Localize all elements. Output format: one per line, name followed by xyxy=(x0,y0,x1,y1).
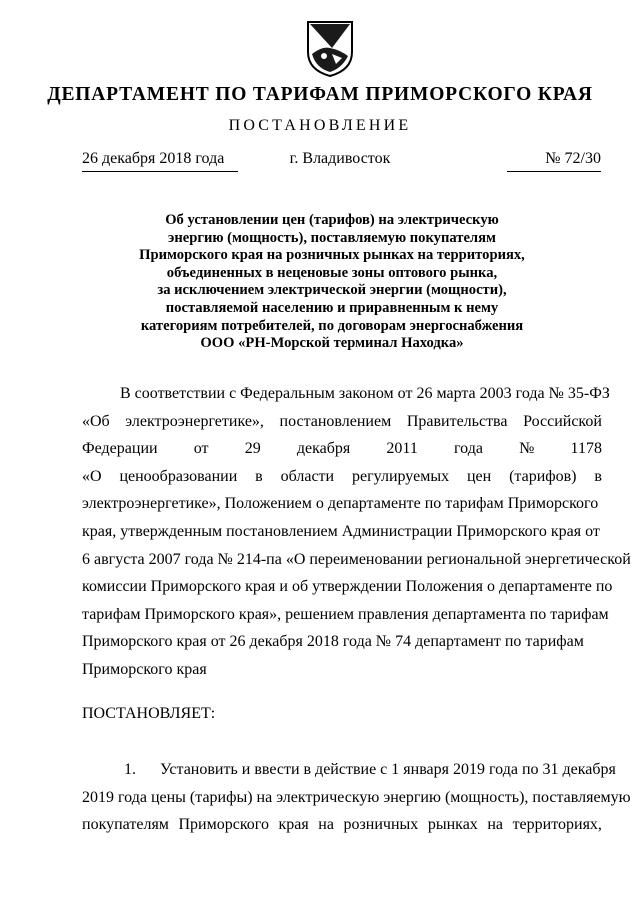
word: постановлением xyxy=(279,412,392,430)
preamble-line xyxy=(82,435,602,463)
preamble-paragraph xyxy=(82,380,631,684)
word: покупателям xyxy=(82,816,169,834)
subject-line: энергию (мощность), поставляемую покупателям xyxy=(168,229,496,246)
coat-of-arms-icon xyxy=(302,18,358,78)
word: Приморского xyxy=(178,816,269,834)
item-number: 1. xyxy=(124,761,136,778)
word: рынках xyxy=(427,816,478,834)
preamble-line: края, утвержденным постановлением Администрации Приморского края от xyxy=(82,522,600,540)
subject-line: поставляемой населению и приравненным к нему xyxy=(165,299,499,316)
item-line xyxy=(82,756,616,784)
word: в xyxy=(255,467,263,485)
word: от xyxy=(193,440,209,458)
word: цен xyxy=(466,467,492,485)
word: (тарифов) xyxy=(509,467,577,485)
word: края xyxy=(278,816,309,834)
preamble-line: электроэнергетике», Положением о департаменте по тарифам Приморского xyxy=(82,495,599,513)
word: 2011 xyxy=(386,440,418,458)
word: в xyxy=(594,467,602,485)
preamble-line xyxy=(82,408,602,436)
resolve-heading: ПОСТАНОВЛЯЕТ: xyxy=(82,705,216,722)
word: 1178 xyxy=(570,440,602,458)
subject-line: ООО «РН-Морской терминал Находка» xyxy=(200,335,464,352)
word: регулируемых xyxy=(352,467,450,485)
preamble-line: В соответствии с Федеральным законом от 26 марта 2003 года № 35-ФЗ xyxy=(120,385,610,402)
subject-line: категориям потребителей, по договорам энергоснабжения xyxy=(140,317,524,334)
item-line: 2019 года цены (тарифы) на электрическую энергию (мощность), поставляемую xyxy=(82,788,631,806)
item-line xyxy=(82,811,602,839)
document-date: 26 декабря 2018 года xyxy=(82,150,238,172)
preamble-line: комиссии Приморского края и об утверждении Положения о департаменте по xyxy=(82,578,613,596)
preamble-line: Приморского края xyxy=(82,660,207,678)
word: Российской xyxy=(523,412,602,430)
word: «Об xyxy=(82,412,110,430)
word: территориях, xyxy=(512,816,602,834)
subject-line: за исключением электрической энергии (мощности), xyxy=(157,282,507,299)
department-title: ДЕПАРТАМЕНТ ПО ТАРИФАМ ПРИМОРСКОГО КРАЯ xyxy=(47,84,593,105)
preamble-line: тарифам Приморского края», решением правления департамента по тарифам xyxy=(82,605,609,623)
word: розничных xyxy=(343,816,419,834)
word: декабря xyxy=(296,440,351,458)
subject-line: Об установлении цен (тарифов) на электрическую xyxy=(165,212,499,228)
word: года xyxy=(453,440,483,458)
word: Правительства xyxy=(406,412,508,430)
word: ценообразовании xyxy=(119,467,238,485)
word: на xyxy=(318,816,334,834)
word: на xyxy=(487,816,504,834)
resolution-item-1 xyxy=(82,756,631,839)
word: области xyxy=(280,467,335,485)
document-type: ПОСТАНОВЛЕНИЕ xyxy=(228,117,412,134)
document-city: г. Владивосток xyxy=(289,150,391,167)
preamble-line: Приморского края от 26 декабря 2018 года № 74 департамент по тарифам xyxy=(82,633,584,651)
document-number: № 72/30 xyxy=(507,150,601,172)
word: электроэнергетике», xyxy=(125,412,264,430)
preamble-line: 6 августа 2007 года № 214-па «О переименовании региональной энергетической xyxy=(82,550,631,568)
word: «О xyxy=(82,467,102,485)
subject-line: объединенных в неценовые зоны оптового рынка, xyxy=(166,264,498,281)
document-subject xyxy=(120,212,544,353)
word: № xyxy=(519,440,535,458)
preamble-line xyxy=(82,463,602,491)
word: 29 xyxy=(244,440,261,458)
subject-line: Приморского края на розничных рынках на территориях, xyxy=(139,247,525,264)
word: Федерации xyxy=(82,440,158,458)
item-text: Установить и ввести в действие с 1 января 2019 года по 31 декабря xyxy=(160,761,616,778)
